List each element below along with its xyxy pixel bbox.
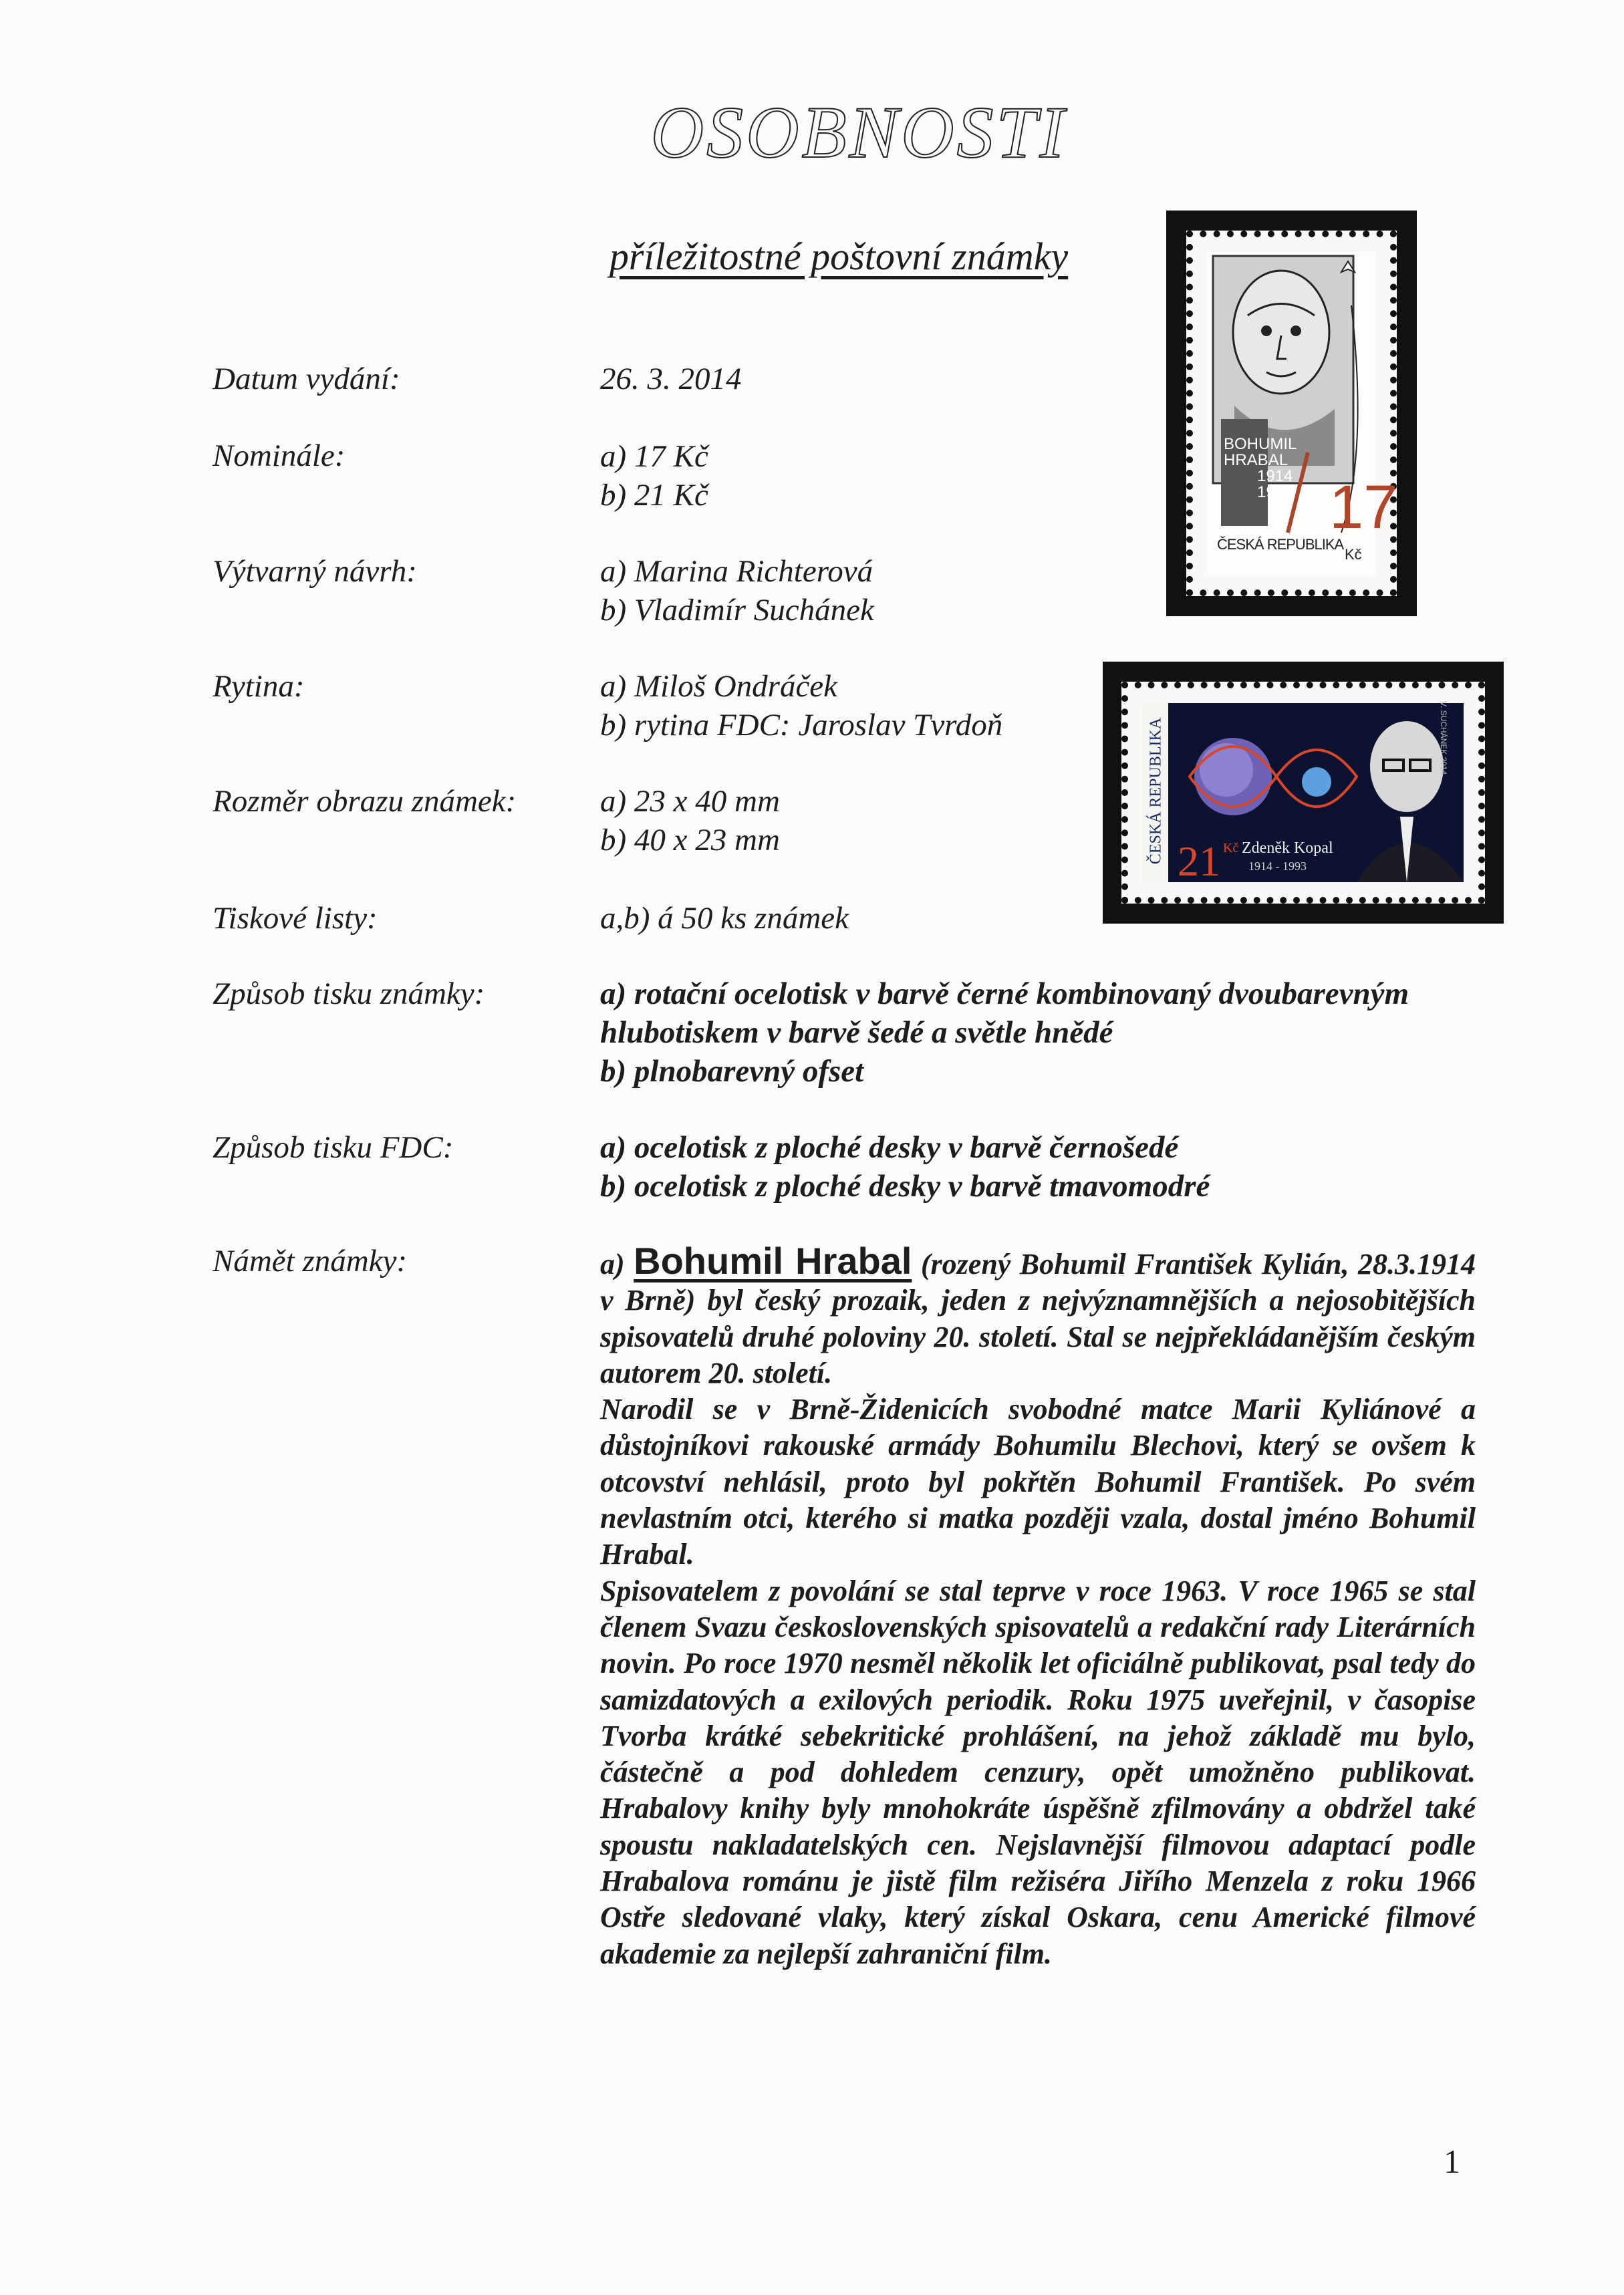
label-print-sheets: Tiskové listy: (213, 901, 378, 936)
subject-name: Bohumil Hrabal (634, 1240, 912, 1282)
value-nominal: a) 17 Kč b) 21 Kč (600, 439, 708, 513)
label-nominal: Nominále: (213, 438, 346, 473)
subject-paragraph-2: Narodil se v Brně-Židenicích svobodné matce Marii Kyliánové a důstojníkovi rakouské armády Bohumilu Blechovi, který se ovšem k otcovství nehlásil, proto byl pokřtěn Bohumil František. Po svém nevlastním otci, kterého si matka později vzala, dostal jméno Bohumil Hrabal. (600, 1393, 1476, 1571)
stamp-a-value: 17 (1329, 473, 1398, 541)
stamp-b-years: 1914 - 1993 (1248, 859, 1307, 873)
value-fdc-print-method: a) ocelotisk z ploché desky v barvě černošedé b) ocelotisk z ploché desky v barvě tmavomodré (600, 1130, 1210, 1204)
value-design: a) Marina Richterová b) Vladimír Suchánek (600, 554, 874, 628)
value-stamp-print-method: a) rotační ocelotisk v barvě černé kombinovaný dvoubarevným hlubotiskem v barvě šedé a světle hnědé b) plnobarevný ofset (600, 976, 1409, 1089)
page-subtitle: příležitostné poštovní známky (609, 235, 1069, 278)
subject-paragraph-3: Spisovatelem z povolání se stal teprve v roce 1963. V roce 1965 se stal členem Svazu československých spisovatelů a redakční rady Literárních novin. Po roce 1970 nesměl několik let oficiálně publikovat, psal tedy do samizdatových a exilových periodik. Roku 1975 uveřejnil, v časopise Tvorba krátké sebekritické prohlášení, na jehož základě mu bylo, částečně a pod dohledem cenzury, opět umožněno publikovat. Hrabalovy knihy byly mnohokráte úspěšně zfilmovány a obdržel také spoustu nakladatelských cen. Nejslavnější filmovou adaptací podle Hrabalova románu je jistě film režiséra Jiřího Menzela z roku 1966 Ostře sledované vlaky, který získal Oskara, cenu Americké filmové akademie za nejlepší zahraniční film. (600, 1574, 1476, 1970)
stamp-b-value: 21 (1178, 837, 1220, 885)
value-issue-date: 26. 3. 2014 (600, 362, 742, 396)
label-stamp-subject: Námět známky: (213, 1244, 408, 1278)
stamp-b-country: ČESKÁ REPUBLIKA (1147, 717, 1165, 865)
label-engraving: Rytina: (213, 669, 305, 704)
subject-paragraph-1: a) Bohumil Hrabal (rozený Bohumil František Kylián, 28.3.1914 v Brně) byl český prozaik, jeden z nejvýznamnějších a nejosobitějších spisovatelů druhé poloviny 20. století. Stal se nejpřekládanějším českým autorem 20. století. (600, 1240, 1476, 1389)
stamp-a-currency: Kč (1345, 546, 1362, 563)
label-stamp-print-method: Způsob tisku známky: (213, 976, 485, 1011)
stamp-b-designer: V. SUCHÁNEK 2014 (1439, 701, 1448, 775)
stamp-b-frame (1103, 662, 1504, 924)
label-image-size: Rozměr obrazu známek: (213, 784, 517, 819)
value-print-sheets: a,b) á 50 ks známek (600, 901, 849, 936)
stamp-a-frame (1166, 211, 1417, 616)
label-design: Výtvarný návrh: (213, 554, 417, 589)
subject-description (600, 1240, 1476, 1972)
page-number: 1 (1444, 2143, 1460, 2180)
page-title: OSOBNOSTI (650, 92, 1067, 173)
stamp-a-name: BOHUMIL HRABAL 1914 1997 (1224, 435, 1297, 501)
label-fdc-print-method: Způsob tisku FDC: (213, 1130, 454, 1165)
stamp-b (1121, 682, 1485, 904)
stamp-b-name: Zdeněk Kopal (1242, 839, 1333, 857)
stamp-a-country: ČESKÁ REPUBLIKA (1217, 536, 1344, 553)
stamp-b-currency: Kč (1223, 841, 1239, 855)
value-image-size: a) 23 x 40 mm b) 40 x 23 mm (600, 784, 780, 857)
label-issue-date: Datum vydání: (213, 362, 400, 396)
stamp-a (1186, 231, 1397, 596)
value-engraving: a) Miloš Ondráček b) rytina FDC: Jaroslav Tvrdoň (600, 669, 1003, 742)
